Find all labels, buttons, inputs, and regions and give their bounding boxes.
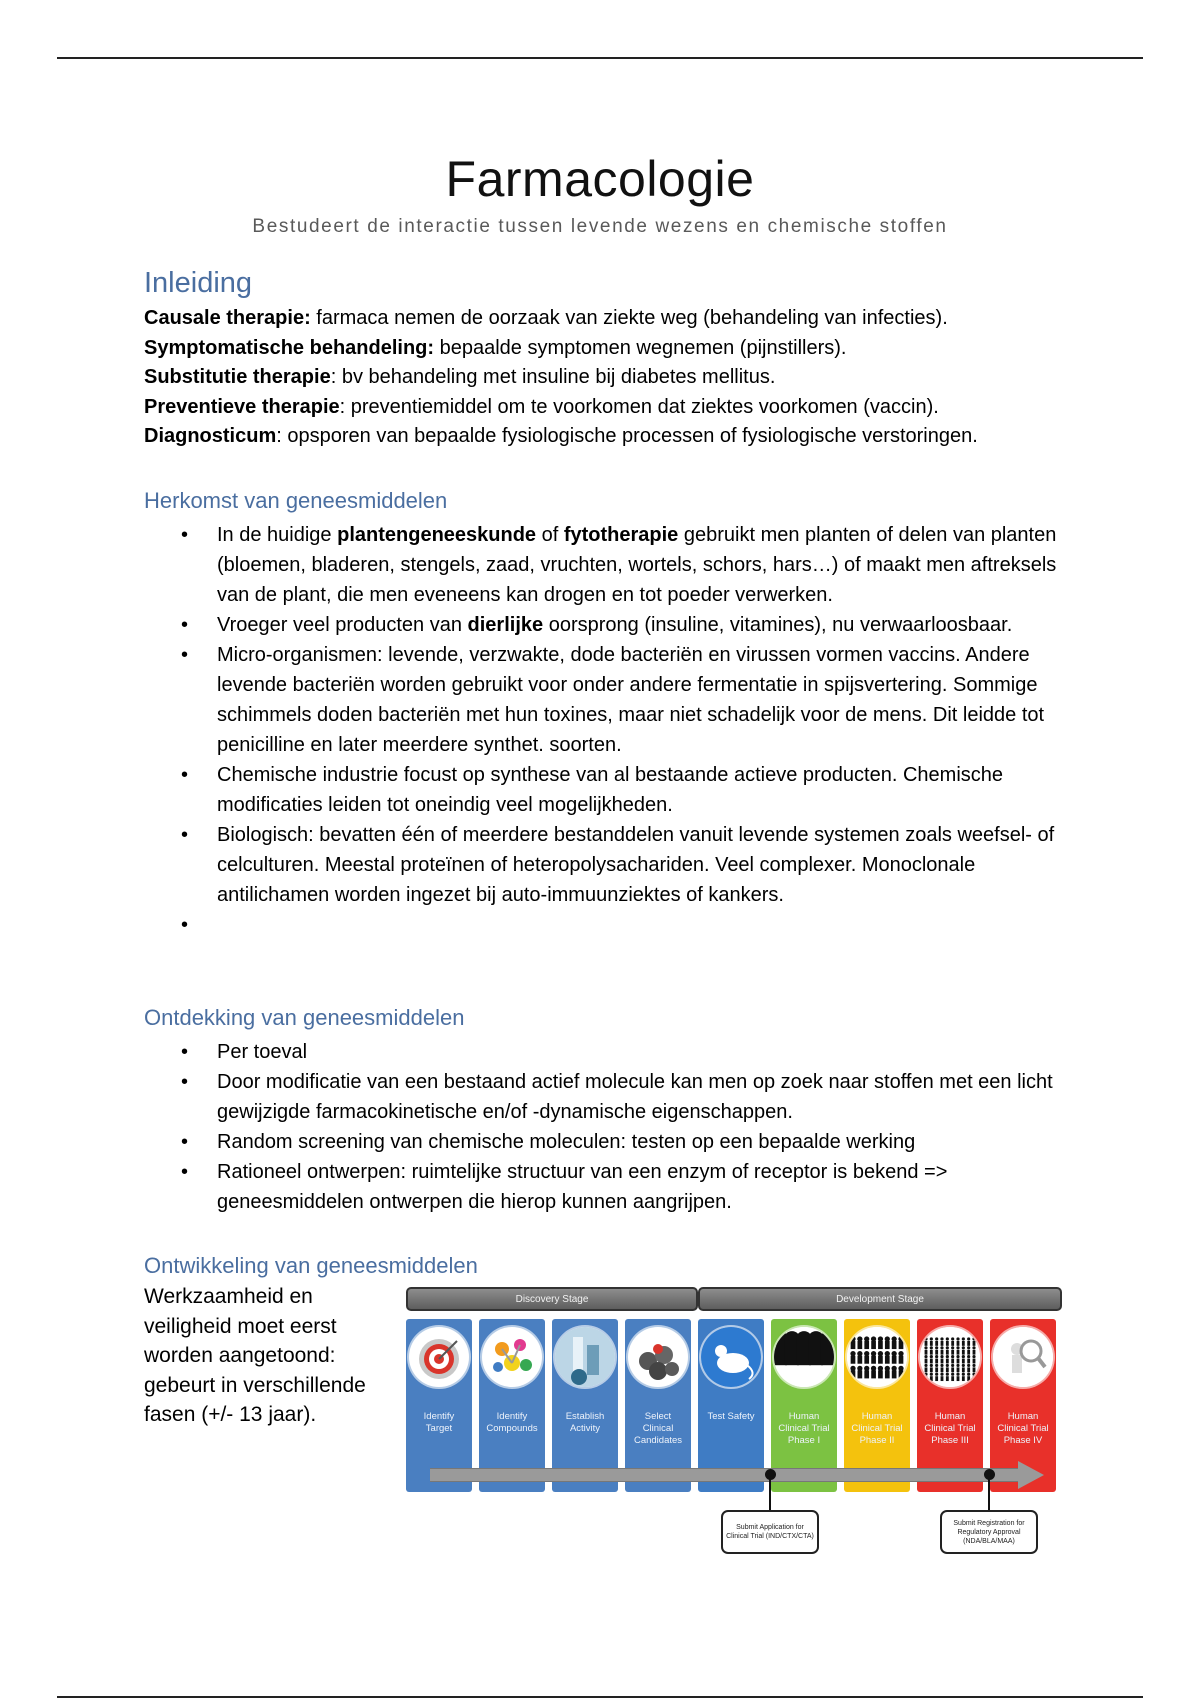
- milestone-stem: [769, 1479, 771, 1510]
- stage-label: Select Clinical Candidates: [633, 1411, 683, 1446]
- stage-label: Human Clinical Trial Phase I: [778, 1411, 830, 1446]
- people-large-icon: [920, 1327, 980, 1387]
- stage-column: [479, 1319, 545, 1492]
- discovery-stage-bar: Discovery Stage: [406, 1287, 698, 1311]
- definition-text: farmaca nemen de oorzaak van ziekte weg (behandeling van infecties).: [310, 307, 948, 329]
- list-item: • Per toeval: [144, 1037, 1074, 1067]
- spheres-icon: [628, 1327, 688, 1387]
- stage-column: [844, 1319, 910, 1492]
- people-small-icon: [774, 1327, 834, 1387]
- timeline-arrow: [430, 1468, 1020, 1482]
- definition-term: Symptomatische behandeling:: [144, 336, 435, 359]
- stage-label: Identify Compounds: [486, 1411, 538, 1434]
- definition-text: : preventiemiddel om te voorkomen dat ziektes voorkomen (vaccin).: [339, 395, 939, 418]
- text-run: oorsprong (insuline, vitamines), nu verwaarloosbaar.: [543, 614, 1013, 636]
- list-item: • Random screening van chemische moleculen: testen op een bepaalde werking: [144, 1127, 1074, 1157]
- magnifier-person-icon: [993, 1327, 1053, 1387]
- page-subtitle: Bestudeert de interactie tussen levende wezens en chemische stoffen: [252, 216, 948, 237]
- definition-term: Preventieve therapie: [144, 395, 340, 418]
- stage-column: [625, 1319, 691, 1492]
- stage-column: [698, 1319, 764, 1492]
- stage-label: Test Safety: [707, 1411, 755, 1422]
- timeline-arrow-head: [1018, 1461, 1044, 1489]
- list-item: [144, 520, 1074, 610]
- list-item: • Rationeel ontwerpen: ruimtelijke structuur van een enzym of receptor is bekend => geneesmiddelen ontwerpen die hierop kunnen aangrijpen.: [144, 1157, 1074, 1217]
- definition-line: [144, 363, 1084, 393]
- definition-term: Diagnosticum: [144, 425, 277, 447]
- target-icon: [409, 1327, 469, 1387]
- inleiding-definitions: [144, 304, 1084, 452]
- text-run: Vroeger veel producten van: [217, 614, 468, 636]
- list-item: • Biologisch: bevatten één of meerdere bestanddelen vanuit levende systemen zoals weefsel- of celculturen. Meestal proteïnen of heteropolysachariden. Veel complexer. Monoclonale antilichamen worden ingezet bij auto-immuunziektes of kankers.: [144, 820, 1074, 910]
- list-item: • Micro-organismen: levende, verzwakte, dode bacteriën en virussen vormen vaccins. Andere levende bacteriën worden gebruikt voor onder andere fermentatie in spijsvertering. Sommige schimmels doden bacteriën met hun toxines, maar niet schadelijk voor de mens. Dit leidde tot penicilline en later meerdere synthet. soorten.: [144, 640, 1074, 760]
- bold-term: dierlijke: [467, 614, 544, 636]
- stage-label: Identify Target: [423, 1411, 455, 1434]
- stage-column: [917, 1319, 983, 1492]
- heading-ontwikkeling: Ontwikkeling van geneesmiddelen: [144, 1253, 478, 1278]
- stage-column: [406, 1319, 472, 1492]
- stage-label: Human Clinical Trial Phase IV: [997, 1411, 1049, 1446]
- top-rule: [57, 57, 1143, 59]
- drug-development-diagram: [400, 1283, 1072, 1563]
- people-medium-icon: [847, 1327, 907, 1387]
- text-run: gebruikt men planten of delen van planten (bloemen, bladeren, stengels, zaad, vruchten, wortels, schors, hars…) of maakt men aftreksels van de plant, die men eveneens kan drogen en tot poeder verwerken.: [217, 524, 1057, 606]
- text-run: In de huidige: [217, 524, 338, 546]
- heading-ontdekking: Ontdekking van geneesmiddelen: [144, 1005, 465, 1030]
- bold-term: plantengeneeskunde: [337, 524, 537, 546]
- bold-term: fytotherapie: [563, 524, 679, 546]
- milestone-stem: [988, 1479, 990, 1510]
- definition-line: [144, 393, 1084, 423]
- definition-text: bepaalde symptomen wegnemen (pijnstillers).: [434, 336, 847, 359]
- empty-list-item: [144, 910, 1074, 940]
- stage-column: [771, 1319, 837, 1492]
- definition-line: [144, 422, 1084, 452]
- list-item: [144, 610, 1074, 640]
- definition-line: [144, 304, 1084, 334]
- herkomst-list: [144, 520, 1074, 940]
- definition-term: Causale therapie:: [144, 307, 311, 329]
- definition-term: Substitutie therapie: [144, 366, 331, 388]
- list-item: • Chemische industrie focust op synthese van al bestaande actieve producten. Chemische modificaties leiden tot oneindig veel mogelijkheden.: [144, 760, 1074, 820]
- definition-text: : opsporen van bepaalde fysiologische processen of fysiologische verstoringen.: [276, 425, 978, 447]
- stage-label: Establish Activity: [565, 1411, 605, 1434]
- lab-icon: [555, 1327, 615, 1387]
- list-item: • Door modificatie van een bestaand actief molecule kan men op zoek naar stoffen met een licht gewijzigde farmacokinetische en/of -dynamische eigenschappen.: [144, 1067, 1074, 1127]
- heading-inleiding: Inleiding: [144, 267, 253, 299]
- stage-column: [552, 1319, 618, 1492]
- callout-regulatory-registration: Submit Registration for Regulatory Approval (NDA/BLA/MAA): [940, 1510, 1038, 1554]
- heading-herkomst: Herkomst van geneesmiddelen: [144, 488, 448, 513]
- ontwikkeling-text: Werkzaamheid en veiligheid moet eerst worden aangetoond: gebeurt in verschillende fasen (+/- 13 jaar).: [144, 1285, 366, 1426]
- definition-line: [144, 334, 1084, 364]
- page-title: Farmacologie: [445, 151, 755, 207]
- callout-clinical-trial-application: Submit Application for Clinical Trial (IND/CTX/CTA): [721, 1510, 819, 1554]
- stage-label: Human Clinical Trial Phase II: [851, 1411, 903, 1446]
- molecules-icon: [482, 1327, 542, 1387]
- text-run: of: [536, 524, 564, 546]
- development-stage-bar: Development Stage: [698, 1287, 1062, 1311]
- definition-text: : bv behandeling met insuline bij diabetes mellitus.: [330, 366, 776, 388]
- ontdekking-list: [144, 1037, 1074, 1217]
- bottom-rule: [57, 1696, 1143, 1698]
- mouse-icon: [701, 1327, 761, 1387]
- stage-label: Human Clinical Trial Phase III: [924, 1411, 976, 1446]
